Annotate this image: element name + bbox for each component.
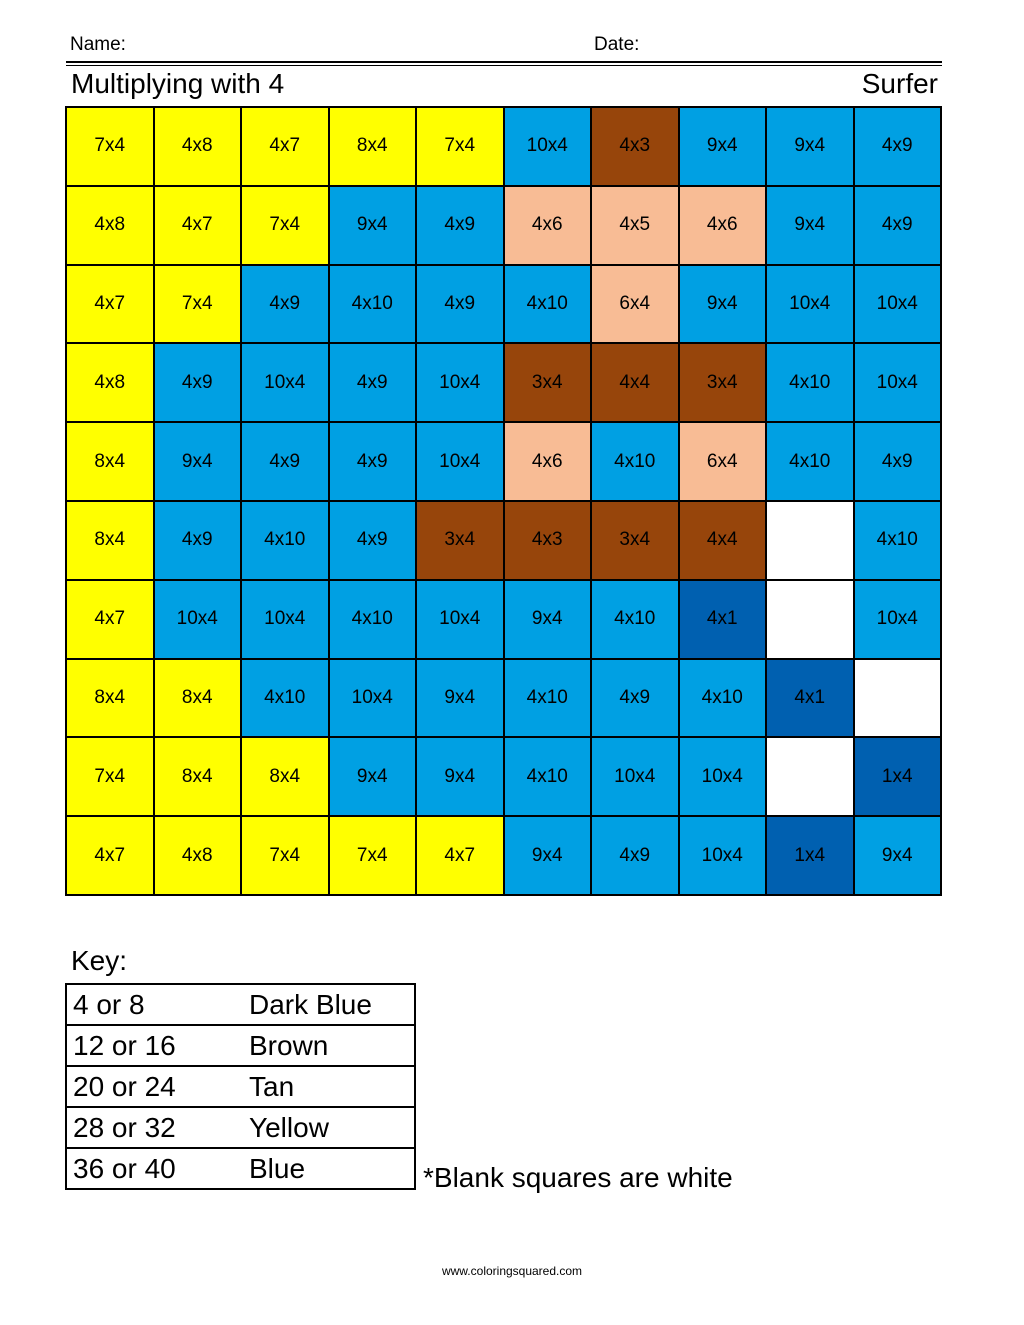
grid-cell <box>766 501 854 580</box>
grid-cell: 3x4 <box>416 501 504 580</box>
grid-cell: 9x4 <box>416 659 504 738</box>
grid-cell: 4x7 <box>241 107 329 186</box>
key-color: Yellow <box>243 1107 415 1148</box>
grid-cell: 4x1 <box>766 659 854 738</box>
grid-cell: 10x4 <box>766 265 854 344</box>
grid-cell: 4x7 <box>416 816 504 895</box>
grid-cell: 8x4 <box>66 422 154 501</box>
grid-cell: 10x4 <box>679 816 767 895</box>
grid-cell: 7x4 <box>154 265 242 344</box>
grid-cell: 4x10 <box>241 659 329 738</box>
worksheet-subtitle: Surfer <box>861 68 938 99</box>
grid-cell: 4x10 <box>504 659 592 738</box>
grid-cell: 8x4 <box>329 107 417 186</box>
grid-cell: 4x10 <box>854 501 942 580</box>
grid-cell: 9x4 <box>766 107 854 186</box>
grid-cell: 4x9 <box>854 422 942 501</box>
grid-cell: 9x4 <box>504 816 592 895</box>
grid-cell: 4x5 <box>591 186 679 265</box>
grid-cell: 9x4 <box>329 186 417 265</box>
key-color: Blue <box>243 1148 415 1189</box>
grid-cell: 4x7 <box>66 265 154 344</box>
grid-cell: 7x4 <box>241 816 329 895</box>
grid-cell: 10x4 <box>591 737 679 816</box>
grid-cell: 1x4 <box>766 816 854 895</box>
grid-cell: 10x4 <box>241 580 329 659</box>
grid-cell: 7x4 <box>66 737 154 816</box>
grid-cell: 8x4 <box>154 737 242 816</box>
grid-cell: 10x4 <box>416 422 504 501</box>
grid-cell: 4x6 <box>679 186 767 265</box>
key-range: 28 or 32 <box>66 1107 243 1148</box>
blank-squares-note: *Blank squares are white <box>423 1162 733 1193</box>
grid-cell: 7x4 <box>241 186 329 265</box>
grid-cell: 10x4 <box>679 737 767 816</box>
grid-cell: 4x9 <box>154 501 242 580</box>
grid-cell: 4x9 <box>416 186 504 265</box>
date-label: Date: <box>594 34 640 55</box>
grid-cell: 4x3 <box>591 107 679 186</box>
grid-cell: 10x4 <box>854 580 942 659</box>
footer-url: www.coloringsquared.com <box>441 1264 583 1278</box>
grid-cell: 7x4 <box>329 816 417 895</box>
grid-cell: 4x7 <box>66 580 154 659</box>
grid-cell: 10x4 <box>854 343 942 422</box>
worksheet-header <box>66 30 942 66</box>
grid-cell: 3x4 <box>504 343 592 422</box>
grid-cell: 4x10 <box>241 501 329 580</box>
key-row <box>66 1107 415 1148</box>
grid-cell: 4x7 <box>66 816 154 895</box>
grid-cell: 4x10 <box>504 265 592 344</box>
grid-cell: 7x4 <box>416 107 504 186</box>
grid-cell: 4x9 <box>591 659 679 738</box>
grid-cell: 4x9 <box>854 186 942 265</box>
grid-cell: 9x4 <box>416 737 504 816</box>
key-row <box>66 1148 415 1189</box>
grid-cell: 10x4 <box>241 343 329 422</box>
grid-cell: 10x4 <box>504 107 592 186</box>
header-rule-thick <box>66 61 942 63</box>
grid-cell <box>766 580 854 659</box>
grid-cell: 9x4 <box>504 580 592 659</box>
grid-cell: 4x8 <box>66 343 154 422</box>
key-row <box>66 1025 415 1066</box>
grid-cell: 4x8 <box>154 107 242 186</box>
grid-cell: 4x9 <box>241 265 329 344</box>
grid-cell: 4x1 <box>679 580 767 659</box>
grid-cell: 4x6 <box>504 186 592 265</box>
grid-cell: 4x10 <box>766 343 854 422</box>
grid-cell: 9x4 <box>329 737 417 816</box>
grid-cell: 3x4 <box>679 343 767 422</box>
grid-cell: 4x9 <box>854 107 942 186</box>
grid-cell: 4x10 <box>679 659 767 738</box>
key-title: Key: <box>71 945 128 976</box>
grid-cell: 4x9 <box>154 343 242 422</box>
grid-cell: 10x4 <box>329 659 417 738</box>
key-row <box>66 1066 415 1107</box>
grid-cell: 6x4 <box>591 265 679 344</box>
grid-cell: 8x4 <box>241 737 329 816</box>
grid-cell: 1x4 <box>854 737 942 816</box>
color-key-table <box>65 983 416 1190</box>
coloring-grid <box>65 106 942 896</box>
grid-cell: 4x9 <box>329 343 417 422</box>
grid-cell: 4x10 <box>329 580 417 659</box>
grid-cell: 8x4 <box>66 501 154 580</box>
grid-cell: 7x4 <box>66 107 154 186</box>
grid-cell: 3x4 <box>591 501 679 580</box>
grid-cell: 8x4 <box>66 659 154 738</box>
key-range: 4 or 8 <box>66 984 243 1025</box>
grid-cell: 10x4 <box>416 580 504 659</box>
grid-cell: 10x4 <box>154 580 242 659</box>
key-range: 20 or 24 <box>66 1066 243 1107</box>
grid-cell: 4x9 <box>416 265 504 344</box>
grid-cell <box>766 737 854 816</box>
key-color: Dark Blue <box>243 984 415 1025</box>
grid-cell: 4x10 <box>766 422 854 501</box>
grid-cell: 4x10 <box>591 580 679 659</box>
key-range: 36 or 40 <box>66 1148 243 1189</box>
grid-cell: 4x9 <box>591 816 679 895</box>
grid-cell: 4x8 <box>66 186 154 265</box>
grid-cell: 9x4 <box>679 107 767 186</box>
grid-cell: 4x9 <box>329 501 417 580</box>
grid-cell: 4x9 <box>329 422 417 501</box>
grid-cell: 10x4 <box>854 265 942 344</box>
grid-cell: 4x8 <box>154 816 242 895</box>
grid-cell: 4x10 <box>329 265 417 344</box>
name-label: Name: <box>70 34 126 55</box>
grid-cell: 4x10 <box>591 422 679 501</box>
grid-cell <box>854 659 942 738</box>
header-rule-thin <box>66 65 942 66</box>
grid-cell: 9x4 <box>679 265 767 344</box>
key-color: Tan <box>243 1066 415 1107</box>
key-color: Brown <box>243 1025 415 1066</box>
grid-cell: 4x4 <box>679 501 767 580</box>
grid-cell: 4x4 <box>591 343 679 422</box>
grid-cell: 4x7 <box>154 186 242 265</box>
grid-cell: 9x4 <box>854 816 942 895</box>
grid-cell: 4x3 <box>504 501 592 580</box>
key-row <box>66 984 415 1025</box>
key-range: 12 or 16 <box>66 1025 243 1066</box>
grid-cell: 4x10 <box>504 737 592 816</box>
grid-cell: 9x4 <box>154 422 242 501</box>
worksheet-title: Multiplying with 4 <box>71 68 285 99</box>
grid-cell: 9x4 <box>766 186 854 265</box>
grid-cell: 8x4 <box>154 659 242 738</box>
grid-cell: 4x6 <box>504 422 592 501</box>
grid-cell: 10x4 <box>416 343 504 422</box>
grid-cell: 4x9 <box>241 422 329 501</box>
grid-cell: 6x4 <box>679 422 767 501</box>
